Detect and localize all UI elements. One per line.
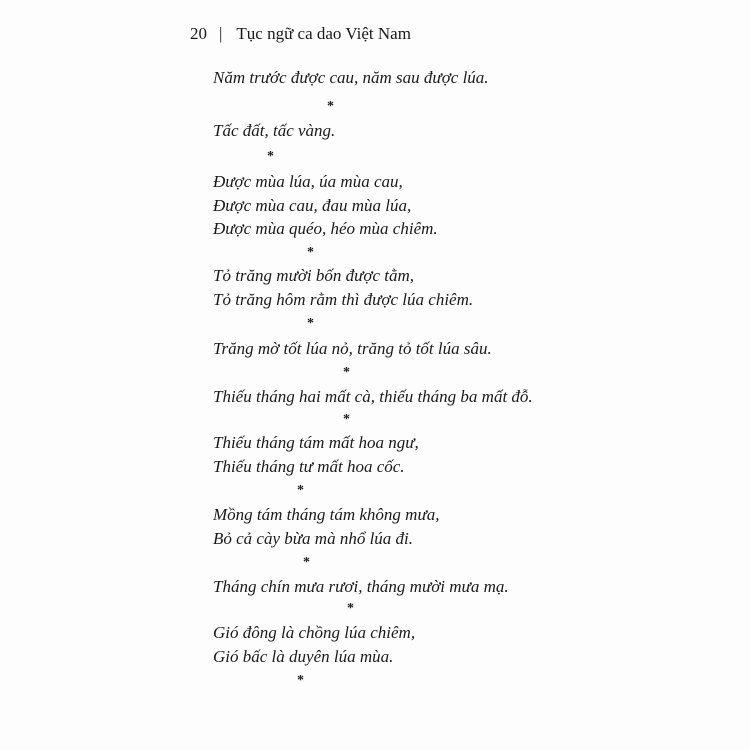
asterisk-separator: *	[307, 245, 314, 260]
verse-line: Được mùa quéo, héo mùa chiêm.	[213, 219, 438, 238]
verse-line: Tỏ trăng mười bốn được tằm,	[213, 266, 415, 285]
verse-line: Thiếu tháng tám mất hoa ngư,	[213, 433, 419, 452]
verse-line: Gió đông là chồng lúa chiêm,	[213, 623, 416, 642]
asterisk-separator: *	[347, 601, 354, 616]
verse-line: Bỏ cả cày bừa mà nhổ lúa đi.	[213, 529, 414, 548]
asterisk-separator: *	[343, 412, 350, 427]
asterisk-separator: *	[267, 149, 274, 164]
asterisk-separator: *	[343, 365, 350, 380]
verse-line: Trăng mờ tốt lúa nỏ, trăng tỏ tốt lúa sâu.	[213, 339, 492, 358]
verse-line: Tỏ trăng hôm rằm thì được lúa chiêm.	[213, 290, 474, 309]
header-separator: |	[219, 24, 223, 43]
verse-line: Mồng tám tháng tám không mưa,	[213, 505, 440, 524]
book-title: Tục ngữ ca dao Việt Nam	[236, 24, 411, 43]
verse-line: Được mùa lúa, úa mùa cau,	[213, 172, 403, 191]
verse-line: Tấc đất, tấc vàng.	[213, 121, 336, 140]
asterisk-separator: *	[303, 555, 310, 570]
asterisk-separator: *	[297, 673, 304, 688]
verse-line: Thiếu tháng hai mất cà, thiếu tháng ba mất đỗ.	[213, 387, 533, 406]
verse-line: Được mùa cau, đau mùa lúa,	[213, 196, 412, 215]
asterisk-separator: *	[297, 483, 304, 498]
asterisk-separator: *	[327, 99, 334, 114]
verse-line: Năm trước được cau, năm sau được lúa.	[213, 68, 489, 87]
asterisk-separator: *	[307, 316, 314, 331]
verse-line: Tháng chín mưa rươi, tháng mười mưa mạ.	[213, 577, 509, 596]
page-number: 20	[190, 24, 207, 43]
verse-line: Thiếu tháng tư mất hoa cốc.	[213, 457, 405, 476]
verse-line: Gió bấc là duyên lúa mùa.	[213, 647, 394, 666]
running-header	[190, 24, 411, 44]
